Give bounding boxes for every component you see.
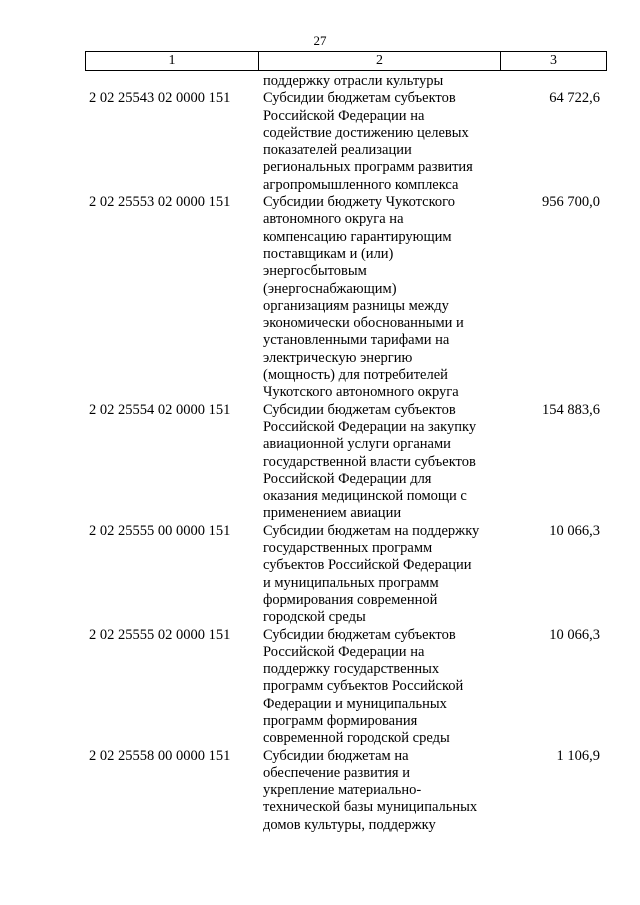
description-line: Российской Федерации на закупку <box>263 418 477 435</box>
table-row <box>85 90 607 194</box>
column-header-3: 3 <box>550 53 557 68</box>
table-row <box>85 194 607 402</box>
page-number: 27 <box>313 33 327 48</box>
continued-description <box>263 73 499 90</box>
description-line: (мощность) для потребителей <box>263 367 448 384</box>
description-line: оказания медицинской помощи с <box>263 488 467 505</box>
description-line: формирования современной <box>263 591 438 608</box>
description-line: Российской Федерации для <box>263 470 432 487</box>
description-line: Субсидии бюджетам на <box>263 747 409 764</box>
description-line: автономного округа на <box>263 211 404 228</box>
row-description <box>263 748 499 834</box>
description-line: государственной власти субъектов <box>263 453 476 470</box>
row-description <box>263 90 499 194</box>
budget-code: 2 02 25554 02 0000 151 <box>89 401 231 418</box>
description-line: современной городской среды <box>263 730 450 747</box>
description-line: экономически обоснованными и <box>263 315 464 332</box>
description-line: поставщикам и (или) <box>263 245 394 262</box>
table-row <box>85 523 607 627</box>
budget-code: 2 02 25555 02 0000 151 <box>89 626 231 643</box>
description-line: организациям разницы между <box>263 297 449 314</box>
description-line: (энергоснабжающим) <box>263 280 397 297</box>
amount-value: 10 066,3 <box>549 626 600 643</box>
table-row <box>85 627 607 748</box>
table-row <box>85 748 607 834</box>
description-line: Субсидии бюджетам субъектов <box>263 90 456 107</box>
row-description <box>263 627 499 748</box>
amount-value: 154 883,6 <box>542 401 600 418</box>
column-header-row <box>85 51 607 71</box>
budget-code: 2 02 25558 00 0000 151 <box>89 747 231 764</box>
description-line: применением авиации <box>263 505 402 522</box>
description-line: Российской Федерации на <box>263 107 425 124</box>
amount-value: 956 700,0 <box>542 194 600 211</box>
table-rows <box>85 90 607 834</box>
description-line: домов культуры, поддержку <box>263 816 436 833</box>
budget-code: 2 02 25553 02 0000 151 <box>89 194 231 211</box>
description-line: Российской Федерации на <box>263 643 425 660</box>
description-line: и муниципальных программ <box>263 574 439 591</box>
description-line: технической базы муниципальных <box>263 799 478 816</box>
description-line: энергосбытовым <box>263 263 367 280</box>
description-line: содействие достижению целевых <box>263 124 469 141</box>
description-line: Субсидии бюджетам субъектов <box>263 626 456 643</box>
budget-code: 2 02 25555 00 0000 151 <box>89 522 231 539</box>
column-header-1: 1 <box>86 52 259 70</box>
description-line: городской среды <box>263 609 366 626</box>
budget-table <box>85 73 607 834</box>
description-line: укрепление материально- <box>263 782 422 799</box>
description-line: Субсидии бюджету Чукотского <box>263 194 455 211</box>
description-line: компенсацию гарантирующим <box>263 228 452 245</box>
description-line: авиационной услуги органами <box>263 436 451 453</box>
description-line: региональных программ развития <box>263 159 473 176</box>
continued-row <box>85 73 607 90</box>
description-line: Субсидии бюджетам на поддержку <box>263 522 480 539</box>
description-line: установленными тарифами на <box>263 332 450 349</box>
row-description <box>263 523 499 627</box>
description-line: программ субъектов Российской <box>263 678 464 695</box>
description-line: поддержку государственных <box>263 661 440 678</box>
description-line: государственных программ <box>263 540 433 557</box>
description-line: программ формирования <box>263 712 418 729</box>
row-description <box>263 194 499 402</box>
column-header-2: 2 <box>259 52 501 70</box>
description-line: Чукотского автономного округа <box>263 384 459 401</box>
description-line: обеспечение развития и <box>263 764 410 781</box>
amount-value: 64 722,6 <box>549 90 600 107</box>
budget-code: 2 02 25543 02 0000 151 <box>89 90 231 107</box>
description-line: поддержку отрасли культуры <box>263 73 444 89</box>
amount-value: 1 106,9 <box>556 747 600 764</box>
description-line: показателей реализации <box>263 142 412 159</box>
amount-value: 10 066,3 <box>549 522 600 539</box>
row-description <box>263 402 499 523</box>
description-line: Федерации и муниципальных <box>263 695 447 712</box>
description-line: субъектов Российской Федерации <box>263 557 472 574</box>
table-row <box>85 402 607 523</box>
description-line: электрическую энергию <box>263 349 413 366</box>
description-line: Субсидии бюджетам субъектов <box>263 401 456 418</box>
description-line: агропромышленного комплекса <box>263 176 459 193</box>
